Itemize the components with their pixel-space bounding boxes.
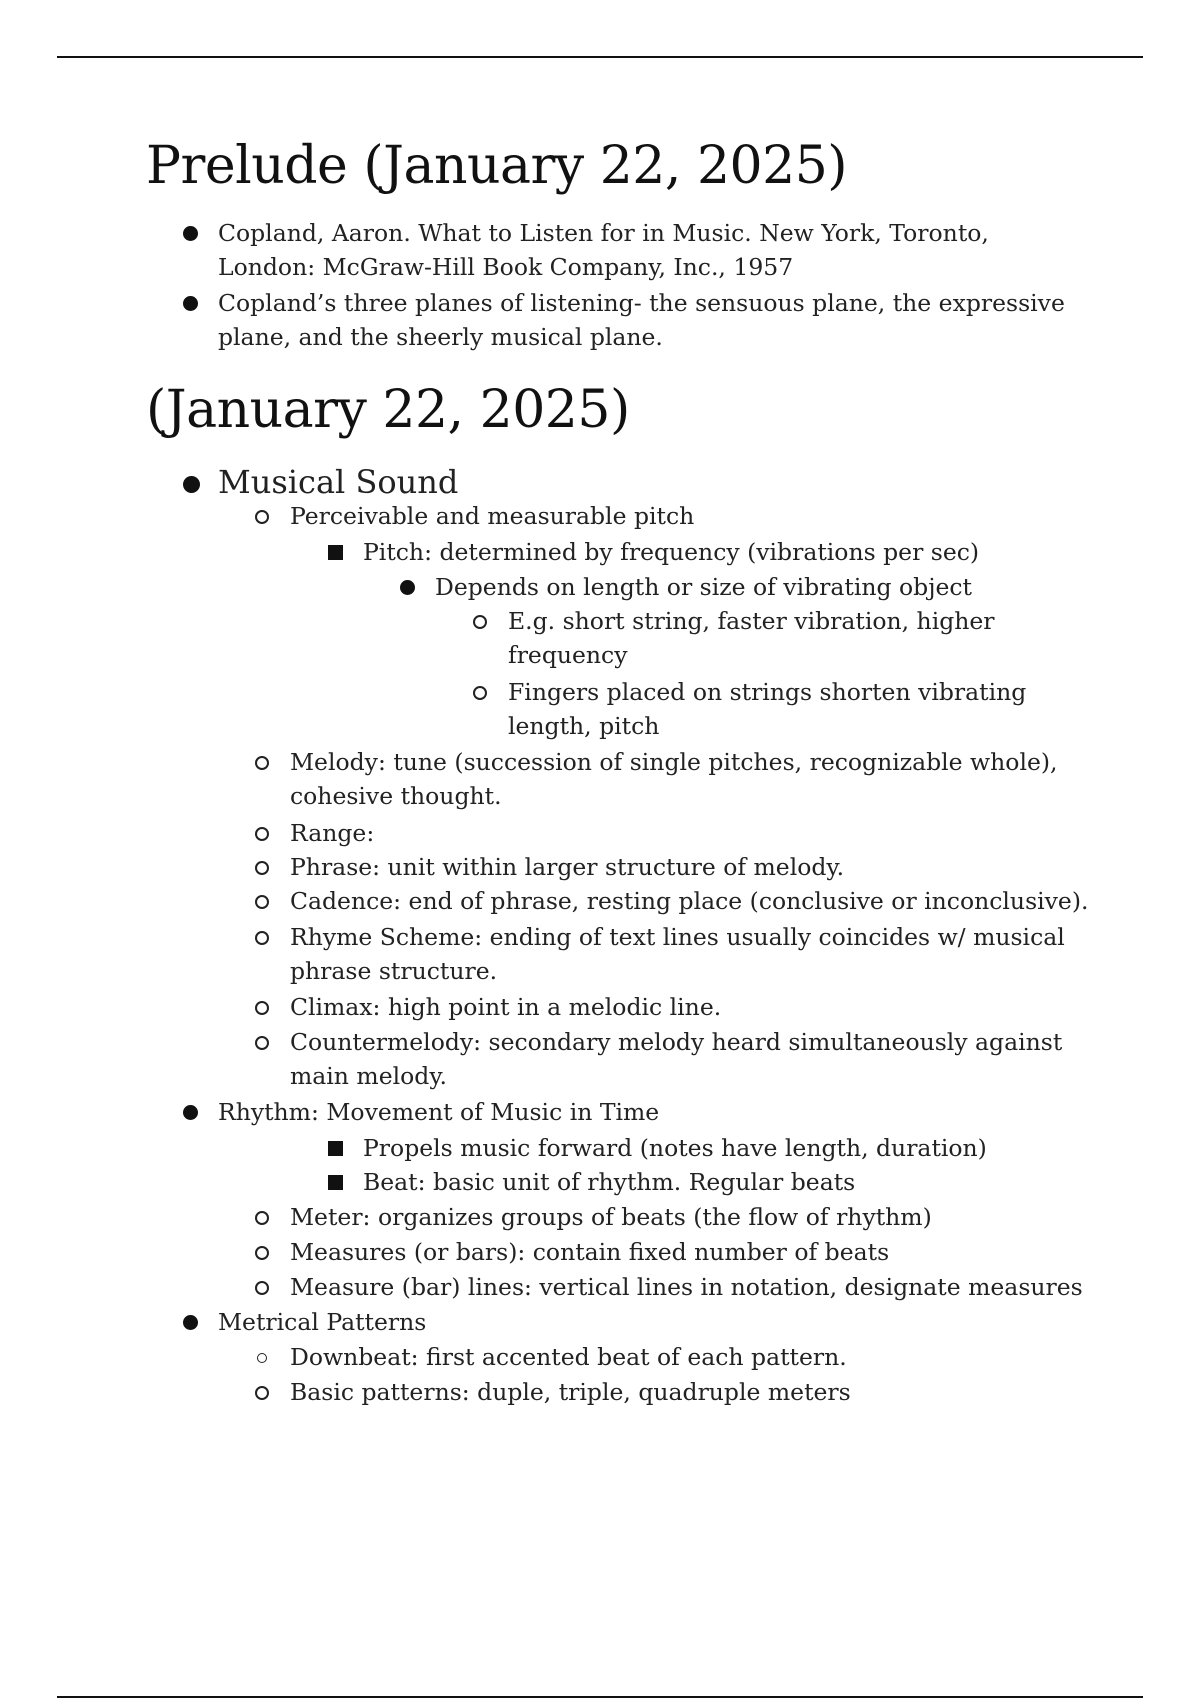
list-item: Depends on length or size of vibrating object [435, 570, 972, 604]
bullet-circle-icon [257, 1353, 267, 1363]
bullet-circle-icon [473, 686, 487, 700]
list-item: Propels music forward (notes have length, duration) [363, 1131, 987, 1165]
list-item: Measures (or bars): contain fixed number of beats [290, 1235, 889, 1269]
list-item: Perceivable and measurable pitch [290, 499, 694, 533]
bullet-disc-icon [183, 476, 200, 493]
bullet-disc-icon [183, 226, 198, 241]
list-item: Phrase: unit within larger structure of melody. [290, 850, 844, 884]
list-item: Beat: basic unit of rhythm. Regular beats [363, 1165, 855, 1199]
section-title: (January 22, 2025) [146, 380, 630, 440]
bullet-circle-icon [255, 756, 269, 770]
list-item: Pitch: determined by frequency (vibrations per sec) [363, 535, 979, 569]
list-item: Range: [290, 816, 374, 850]
bullet-square-icon [328, 545, 343, 560]
list-item: Measure (bar) lines: vertical lines in notation, designate measures [290, 1270, 1083, 1304]
list-item: Copland, Aaron. What to Listen for in Music. New York, Toronto, London: McGraw-Hill Book Company, Inc., 1957 [218, 216, 989, 284]
bullet-circle-icon [255, 827, 269, 841]
list-item: Fingers placed on strings shorten vibrating length, pitch [508, 675, 1026, 743]
list-item-musical-sound: Musical Sound [218, 462, 458, 502]
list-item: Copland’s three planes of listening- the sensuous plane, the expressive plane, and the sheerly musical plane. [218, 286, 1065, 354]
bullet-disc-icon [183, 296, 198, 311]
bullet-circle-icon [255, 1246, 269, 1260]
bullet-circle-icon [255, 895, 269, 909]
list-item: Meter: organizes groups of beats (the flow of rhythm) [290, 1200, 932, 1234]
bullet-circle-icon [255, 1211, 269, 1225]
bullet-circle-icon [473, 615, 487, 629]
bullet-circle-icon [255, 510, 269, 524]
bullet-disc-icon [400, 580, 415, 595]
bullet-disc-icon [183, 1105, 198, 1120]
list-item: Cadence: end of phrase, resting place (conclusive or inconclusive). [290, 884, 1088, 918]
list-item: Countermelody: secondary melody heard simultaneously against main melody. [290, 1025, 1062, 1093]
bullet-disc-icon [183, 1315, 198, 1330]
bullet-circle-icon [255, 1386, 269, 1400]
list-item-metrical-patterns: Metrical Patterns [218, 1305, 426, 1339]
bullet-circle-icon [255, 861, 269, 875]
list-item: Basic patterns: duple, triple, quadruple meters [290, 1375, 851, 1409]
list-item: Downbeat: first accented beat of each pattern. [290, 1340, 847, 1374]
bullet-circle-icon [255, 1036, 269, 1050]
list-item-rhythm: Rhythm: Movement of Music in Time [218, 1095, 659, 1129]
bullet-circle-icon [255, 931, 269, 945]
bottom-rule [57, 1696, 1143, 1698]
section-title: Prelude (January 22, 2025) [146, 136, 848, 196]
list-item: Climax: high point in a melodic line. [290, 990, 721, 1024]
bullet-circle-icon [255, 1281, 269, 1295]
list-item: Melody: tune (succession of single pitches, recognizable whole), cohesive thought. [290, 745, 1058, 813]
list-item: E.g. short string, faster vibration, higher frequency [508, 604, 995, 672]
bullet-square-icon [328, 1175, 343, 1190]
top-rule [57, 56, 1143, 58]
list-item: Rhyme Scheme: ending of text lines usually coincides w/ musical phrase structure. [290, 920, 1065, 988]
bullet-circle-icon [255, 1001, 269, 1015]
bullet-square-icon [328, 1141, 343, 1156]
